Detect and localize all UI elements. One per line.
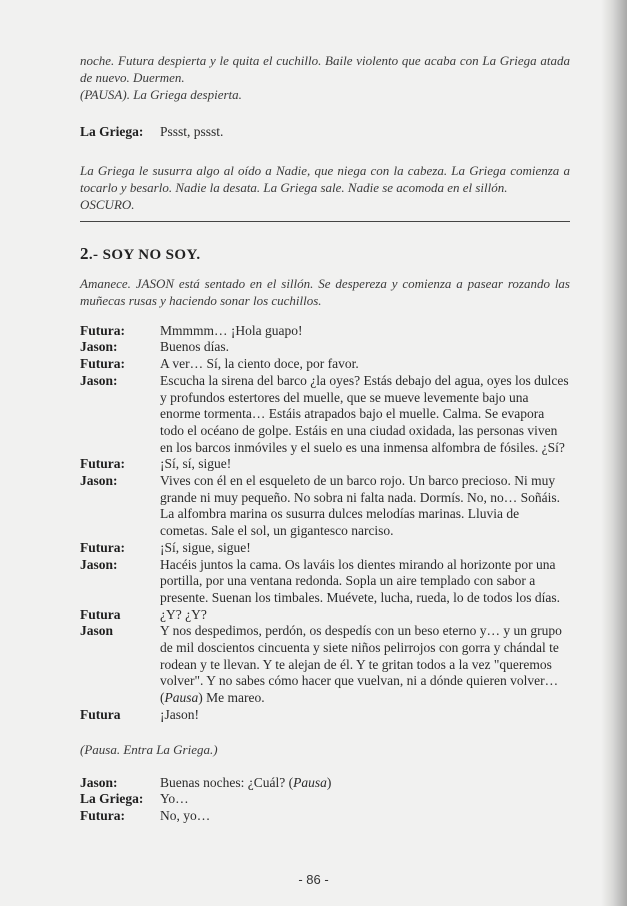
dialog-row [80,356,570,373]
dialog-text: Buenas noches: ¿Cuál? ( [160,774,294,790]
speaker-name: La Griega: [80,124,144,139]
speaker-name: Jason: [80,774,118,790]
pause-note [80,741,570,758]
binding-shadow [601,0,627,906]
scene-title: .- SOY NO SOY. [88,246,201,263]
dialog-text-tail: ) Me mareo. [198,690,265,706]
speaker-name: Jason: [80,372,118,388]
dialog-line: ¿Y? ¿Y? [160,606,207,622]
dialog-line: ¡Sí, sigue, sigue! [160,539,251,555]
speaker-name: Jason: [80,339,118,355]
dialog-block-2 [80,323,570,724]
dialog-line: A ver… Sí, la ciento doce, por favor. [160,356,359,372]
dialog-text-tail: ) [326,774,332,790]
speaker-name: Futura [80,706,121,722]
stage-direction-top [80,52,570,103]
dialog-line: Vives con él en el esqueleto de un barco rojo. Un barco precioso. Ni muy grande ni muy pequeño. No sobra ni falta nada. Dormís. No, no… Soñáis. La alfombra marina os susurra dulces melodías marinas. Lluvia de cometas. Sale el sol, un gigantesco narciso. [160,473,561,539]
dialog-line: ¡Sí, sí, sigue! [160,456,232,472]
dialog-row [80,339,570,356]
dialog-row [80,607,570,624]
speaker-name: Jason: [80,473,118,489]
dialog-row [80,323,570,340]
scene-heading [80,244,570,264]
stage-line: (PAUSA). La Griega despierta. [80,87,242,102]
dialog-block-3 [80,775,570,825]
dialog-line: ¡Jason! [160,706,199,722]
dialog-row [80,707,570,724]
dialog-block-1 [80,124,570,141]
dialog-row [80,791,570,808]
stage-line: OSCURO. [80,196,135,212]
section-divider [80,221,570,222]
speaker-name: Futura [80,606,121,622]
stage-line: Amanece. JASON está sentado en el sillón. Se despereza y comienza a pasear rozando las muñecas rusas y haciendo sonar los cuchillos. [80,275,570,308]
dialog-line: Hacéis juntos la cama. Os laváis los dientes mirando al horizonte por una portilla, por una ventana redonda. Sopla un aire templado con sabor a presente. Suenan los timbales. Muévete, lucha, rueda, lo de todos los días. [160,556,561,605]
stage-line: La Griega le susurra algo al oído a Nadie, que niega con la cabeza. La Griega comienza a tocarlo y besarlo. Nadie la desata. La Griega sale. Nadie se acomoda en el sillón. [80,162,570,195]
speaker-name: Jason: [80,556,118,572]
dialog-line: Mmmmm… ¡Hola guapo! [160,322,303,338]
speaker-name: Jason [80,623,114,639]
dialog-row [80,775,570,792]
page-content [80,52,570,825]
dialog-row [80,124,570,141]
dialog-row [80,623,570,707]
dialog-row [80,373,570,457]
dialog-row [80,808,570,825]
speaker-name: Futura: [80,539,125,555]
dialog-row [80,456,570,473]
scene-intro [80,275,570,309]
dialog-line: Buenos días. [160,339,229,355]
speaker-name: Futura: [80,356,125,372]
stage-cue: Pausa [164,690,199,706]
dialog-row [80,557,570,607]
dialog-line: No, yo… [160,807,211,823]
speaker-name: Futura: [80,807,125,823]
speaker-name: Futura: [80,456,125,472]
stage-cue: Pausa [293,774,327,790]
speaker-name: Futura: [80,322,125,338]
dialog-row [80,540,570,557]
dialog-line [160,775,570,792]
scene-number: 2 [80,243,89,263]
paren-open: ( [160,690,165,706]
dialog-line: Escucha la sirena del barco ¿la oyes? Estás debajo del agua, oyes los dulces y profundos estertores del muelle, que se mueve levemente bajo una enorme tormenta… Estáis atrapados bajo el muelle. Calma. Se evapora todo el océano de golpe. Estáis en una ciudad oxidada, las personas viven en los barcos inmóviles y el suelo es una inmensa alfombra de fósiles. ¿Sí? [160,372,569,455]
stage-line: noche. Futura despierta y le quita el cuchillo. Baile violento que acaba con La Griega atada de nuevo. Duermen. [80,53,570,85]
stage-line: (Pausa. Entra La Griega.) [80,741,218,757]
dialog-line [160,623,570,707]
page-number: - 86 - [298,872,329,887]
speaker-name: La Griega: [80,791,144,807]
stage-direction-2 [80,162,570,213]
dialog-row [80,473,570,540]
dialog-text: Y nos despedimos, perdón, os despedís con un beso eterno y… y un grupo de mil doscientos cincuenta y siete niños pelirrojos con gorra y chándal te rodean y te llevan. Y te alejan de él. Y te gritan todos a la vez "queremos volver". Y no sabes cómo hacer que vuelvan, ni a dónde quieren volver… [160,623,562,689]
dialog-line: Yo… [160,791,189,807]
dialog-line: Pssst, pssst. [160,124,224,139]
